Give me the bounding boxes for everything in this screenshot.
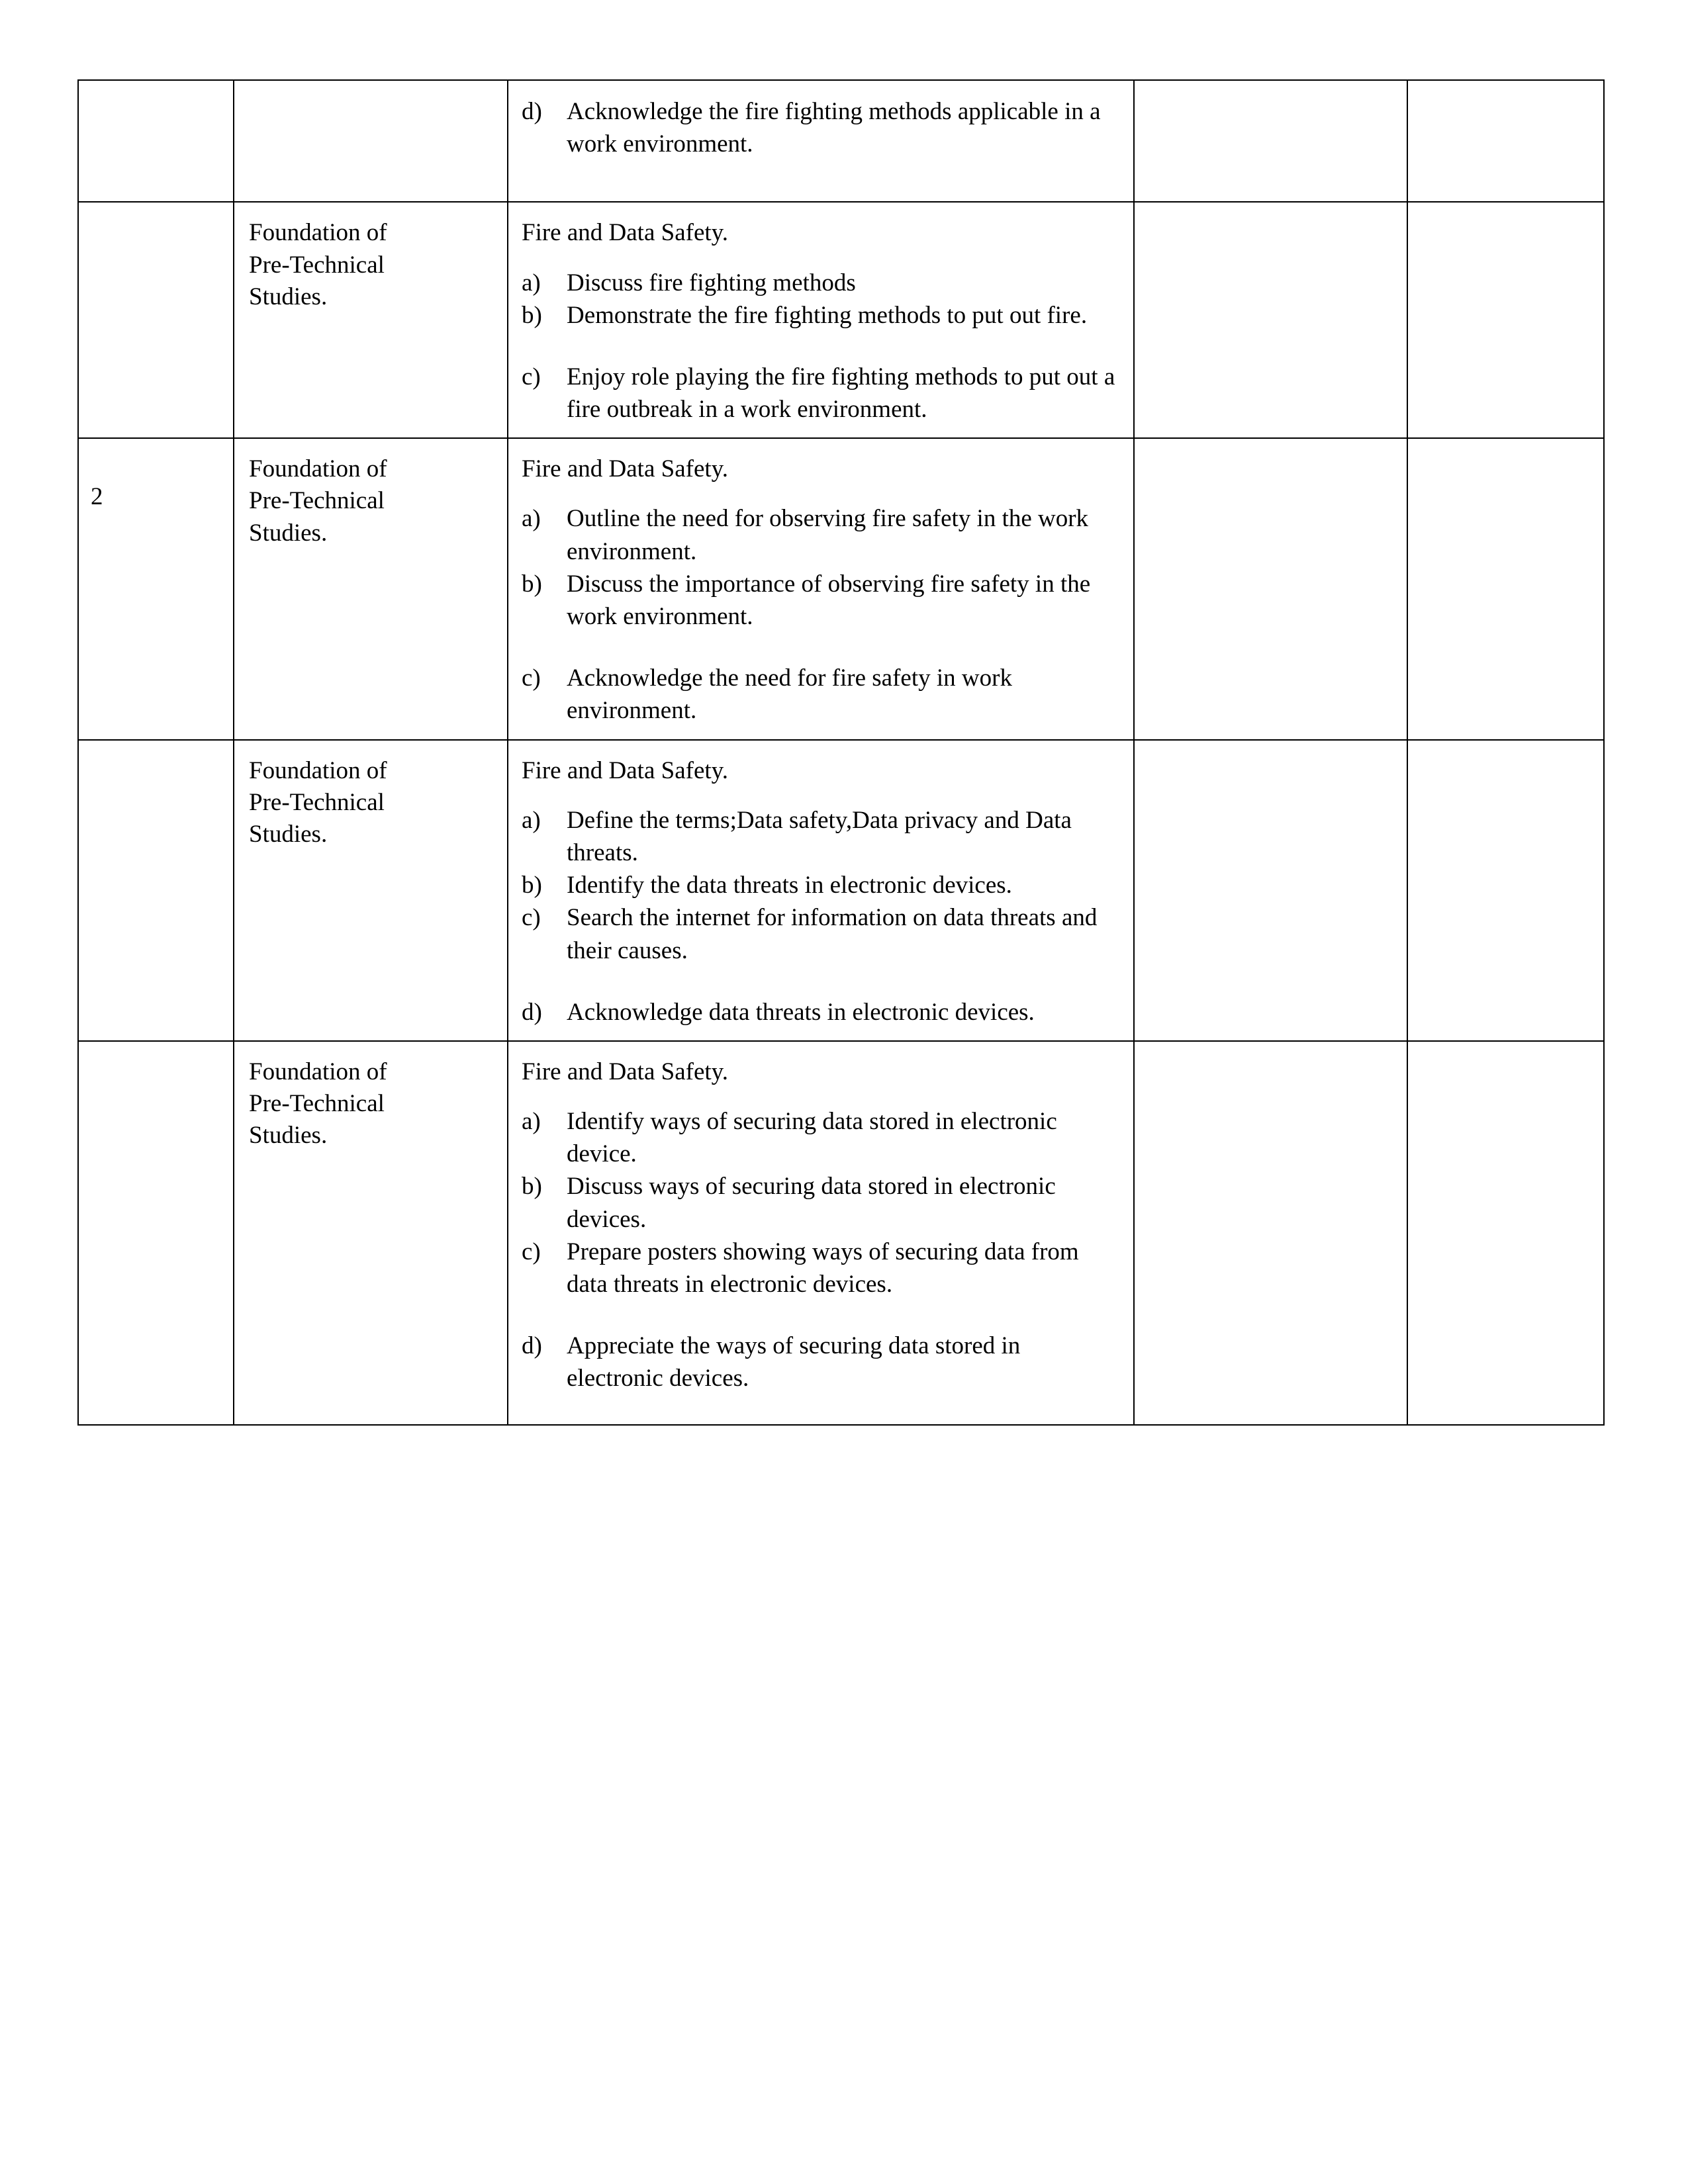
subject-cell <box>234 438 508 739</box>
list-item <box>522 1170 1120 1235</box>
list-marker: b) <box>522 1173 542 1201</box>
list-marker: a) <box>522 1108 541 1136</box>
learning-outcome-list <box>522 361 1120 426</box>
table-row <box>78 1041 1604 1425</box>
list-item-text: Identify ways of securing data stored in electronic device. <box>567 1108 1057 1168</box>
learning-outcome-list <box>522 996 1120 1028</box>
list-marker: c) <box>522 1238 541 1265</box>
resources-text <box>1135 1042 1407 1068</box>
resources-text <box>1135 741 1407 767</box>
subject-name <box>234 439 507 561</box>
list-marker: a) <box>522 505 541 533</box>
list-item-text: Search the internet for information on data threats and their causes. <box>567 904 1098 964</box>
lesson-number <box>79 741 233 783</box>
list-item-text: Enjoy role playing the fire fighting methods to put out a fire outbreak in a work environment. <box>567 363 1115 424</box>
learning-outcome-list <box>522 1105 1120 1300</box>
list-marker: a) <box>522 806 541 834</box>
list-item <box>522 901 1120 966</box>
remarks-text <box>1408 1042 1603 1068</box>
content-cell <box>508 740 1134 1041</box>
list-item <box>522 267 1120 299</box>
learning-outcome-list <box>522 267 1120 332</box>
subject-name <box>234 741 507 862</box>
topic-title: Fire and Data Safety. <box>522 455 728 483</box>
subject-line-1: Foundation of <box>249 756 387 784</box>
table-row <box>78 202 1604 438</box>
list-item-text: Discuss the importance of observing fire safety in the work environment. <box>567 570 1091 631</box>
remarks-cell <box>1407 80 1604 202</box>
lesson-number <box>79 203 233 245</box>
content-cell <box>508 438 1134 739</box>
list-item <box>522 568 1120 633</box>
resources-text <box>1135 439 1407 465</box>
list-marker: d) <box>522 1332 542 1360</box>
resources-cell <box>1134 438 1407 739</box>
remarks-text <box>1408 741 1603 767</box>
list-marker: c) <box>522 904 541 932</box>
list-item <box>522 1330 1120 1394</box>
subject-line-2: Pre-Technical <box>249 788 385 816</box>
list-item-text: Acknowledge data threats in electronic devices. <box>567 998 1035 1026</box>
list-item-text: Discuss fire fighting methods <box>567 269 856 296</box>
list-item <box>522 95 1120 160</box>
lesson-number-cell <box>78 202 234 438</box>
learning-outcome-list <box>522 502 1120 633</box>
lesson-number <box>79 81 233 123</box>
table-row <box>78 438 1604 739</box>
resources-cell <box>1134 1041 1407 1425</box>
list-item <box>522 502 1120 567</box>
resources-text <box>1135 81 1407 107</box>
list-marker: b) <box>522 570 542 598</box>
learning-outcome-list <box>522 1330 1120 1394</box>
list-marker: c) <box>522 664 541 692</box>
content-cell <box>508 202 1134 438</box>
subject-name <box>234 203 507 324</box>
list-marker: d) <box>522 98 542 125</box>
list-item-text: Discuss ways of securing data stored in electronic devices. <box>567 1173 1056 1233</box>
remarks-cell <box>1407 438 1604 739</box>
table-row <box>78 740 1604 1041</box>
subject-line-3: Studies. <box>249 283 328 310</box>
list-item-text: Appreciate the ways of securing data stored in electronic devices. <box>567 1332 1021 1392</box>
list-item <box>522 1236 1120 1300</box>
list-item <box>522 996 1120 1028</box>
resources-cell <box>1134 740 1407 1041</box>
subject-name <box>234 1042 507 1163</box>
subject-line-2: Pre-Technical <box>249 251 385 279</box>
list-item <box>522 299 1120 332</box>
subject-line-2: Pre-Technical <box>249 487 385 515</box>
learning-outcome-list <box>522 95 1120 160</box>
list-item <box>522 804 1120 869</box>
curriculum-table <box>77 79 1605 1426</box>
subject-line-2: Pre-Technical <box>249 1090 385 1118</box>
table-wrapper <box>77 79 1603 1426</box>
list-item <box>522 361 1120 426</box>
subject-line-3: Studies. <box>249 1122 328 1150</box>
lesson-number-cell <box>78 1041 234 1425</box>
list-marker: c) <box>522 363 541 390</box>
list-item-text: Outline the need for observing fire safety in the work environment. <box>567 505 1089 565</box>
topic-title: Fire and Data Safety. <box>522 1058 728 1085</box>
lesson-number-cell <box>78 740 234 1041</box>
table-row <box>78 80 1604 202</box>
remarks-cell <box>1407 740 1604 1041</box>
list-item-text: Demonstrate the fire fighting methods to put out fire. <box>567 301 1088 329</box>
list-item <box>522 662 1120 727</box>
resources-cell <box>1134 202 1407 438</box>
subject-line-1: Foundation of <box>249 219 387 247</box>
subject-cell <box>234 80 508 202</box>
remarks-text <box>1408 439 1603 465</box>
lesson-number-cell <box>78 80 234 202</box>
topic-title: Fire and Data Safety. <box>522 756 728 784</box>
subject-name <box>234 81 507 107</box>
subject-cell <box>234 1041 508 1425</box>
learning-outcome-list <box>522 804 1120 967</box>
remarks-text <box>1408 81 1603 107</box>
subject-line-1: Foundation of <box>249 1058 387 1085</box>
list-item-text: Acknowledge the fire fighting methods applicable in a work environment. <box>567 98 1101 158</box>
subject-line-3: Studies. <box>249 519 328 547</box>
remarks-cell <box>1407 202 1604 438</box>
lesson-number-cell <box>78 438 234 739</box>
list-marker: b) <box>522 301 542 329</box>
list-marker: d) <box>522 998 542 1026</box>
resources-cell <box>1134 80 1407 202</box>
list-marker: b) <box>522 872 542 899</box>
remarks-text <box>1408 203 1603 229</box>
list-marker: a) <box>522 269 541 296</box>
list-item-text: Prepare posters showing ways of securing data from data threats in electronic devices. <box>567 1238 1079 1298</box>
lesson-number: 2 <box>91 483 103 511</box>
content-cell <box>508 1041 1134 1425</box>
subject-line-1: Foundation of <box>249 455 387 483</box>
remarks-cell <box>1407 1041 1604 1425</box>
subject-cell <box>234 740 508 1041</box>
learning-outcome-list <box>522 662 1120 727</box>
lesson-number <box>79 1042 233 1084</box>
subject-line-3: Studies. <box>249 820 328 848</box>
content-cell <box>508 80 1134 202</box>
resources-text <box>1135 203 1407 229</box>
list-item-text: Acknowledge the need for fire safety in work environment. <box>567 664 1012 725</box>
topic-title: Fire and Data Safety. <box>522 219 728 247</box>
list-item <box>522 1105 1120 1170</box>
list-item-text: Define the terms;Data safety,Data privacy and Data threats. <box>567 806 1072 866</box>
list-item <box>522 869 1120 901</box>
list-item-text: Identify the data threats in electronic devices. <box>567 872 1012 899</box>
subject-cell <box>234 202 508 438</box>
